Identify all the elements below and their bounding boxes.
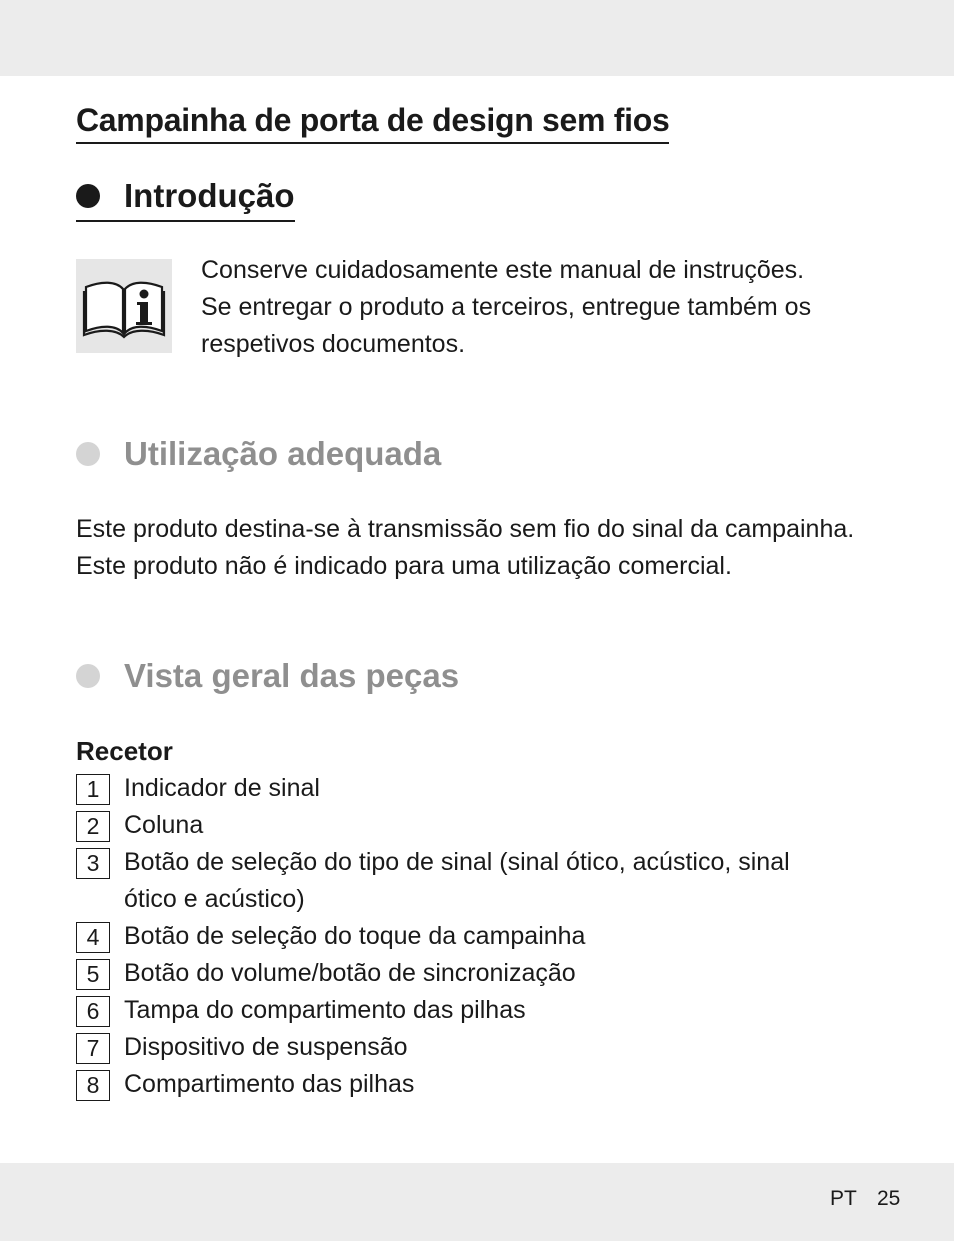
part-label: Indicador de sinal xyxy=(124,774,320,802)
list-item xyxy=(76,1066,896,1103)
part-label: Tampa do compartimento das pilhas xyxy=(124,996,526,1024)
part-number: 5 xyxy=(76,959,110,990)
footer-language: PT xyxy=(830,1187,857,1210)
document-title: Campainha de porta de design sem fios xyxy=(76,100,669,144)
part-number: 6 xyxy=(76,996,110,1027)
bullet-icon xyxy=(76,442,100,466)
part-number: 2 xyxy=(76,811,110,842)
page-number: 25 xyxy=(877,1187,901,1210)
list-item xyxy=(76,844,896,918)
usage-line: Este produto destina-se à transmissão sem fio do sinal da campainha. xyxy=(76,515,855,543)
bullet-icon xyxy=(76,664,100,688)
intro-text xyxy=(201,252,901,363)
part-number: 4 xyxy=(76,922,110,953)
parts-list xyxy=(76,770,896,1103)
intro-line: respetivos documentos. xyxy=(201,330,466,358)
section-parts-overview xyxy=(76,656,459,696)
list-item xyxy=(76,1029,896,1066)
manual-info-icon xyxy=(76,259,172,353)
part-label: Botão de seleção do tipo de sinal (sinal ótico, acústico, sinal ótico e acústico) xyxy=(124,848,790,913)
part-number: 3 xyxy=(76,848,110,879)
receiver-heading: Recetor xyxy=(76,736,173,766)
usage-line: Este produto não é indicado para uma utilização comercial. xyxy=(76,552,732,580)
part-number: 1 xyxy=(76,774,110,805)
part-number: 7 xyxy=(76,1033,110,1064)
list-item xyxy=(76,770,896,807)
bullet-icon xyxy=(76,184,100,208)
usage-text xyxy=(76,511,916,585)
list-item xyxy=(76,955,896,992)
part-label: Compartimento das pilhas xyxy=(124,1070,415,1098)
section-usage xyxy=(76,434,441,474)
section-introduction xyxy=(76,176,295,222)
part-label: Coluna xyxy=(124,811,204,839)
list-item xyxy=(76,807,896,844)
list-item xyxy=(76,918,896,955)
part-label: Botão de seleção do toque da campainha xyxy=(124,922,586,950)
list-item xyxy=(76,992,896,1029)
part-label: Dispositivo de suspensão xyxy=(124,1033,408,1061)
section-title: Vista geral das peças xyxy=(124,657,460,694)
section-title: Introdução xyxy=(124,177,295,214)
top-band xyxy=(0,0,954,76)
intro-line: Conserve cuidadosamente este manual de instruções. xyxy=(201,256,805,284)
section-title: Utilização adequada xyxy=(124,435,442,472)
footer-band xyxy=(0,1163,954,1241)
part-label: Botão do volume/botão de sincronização xyxy=(124,959,576,987)
part-number: 8 xyxy=(76,1070,110,1101)
intro-line: Se entregar o produto a terceiros, entregue também os xyxy=(201,293,812,321)
